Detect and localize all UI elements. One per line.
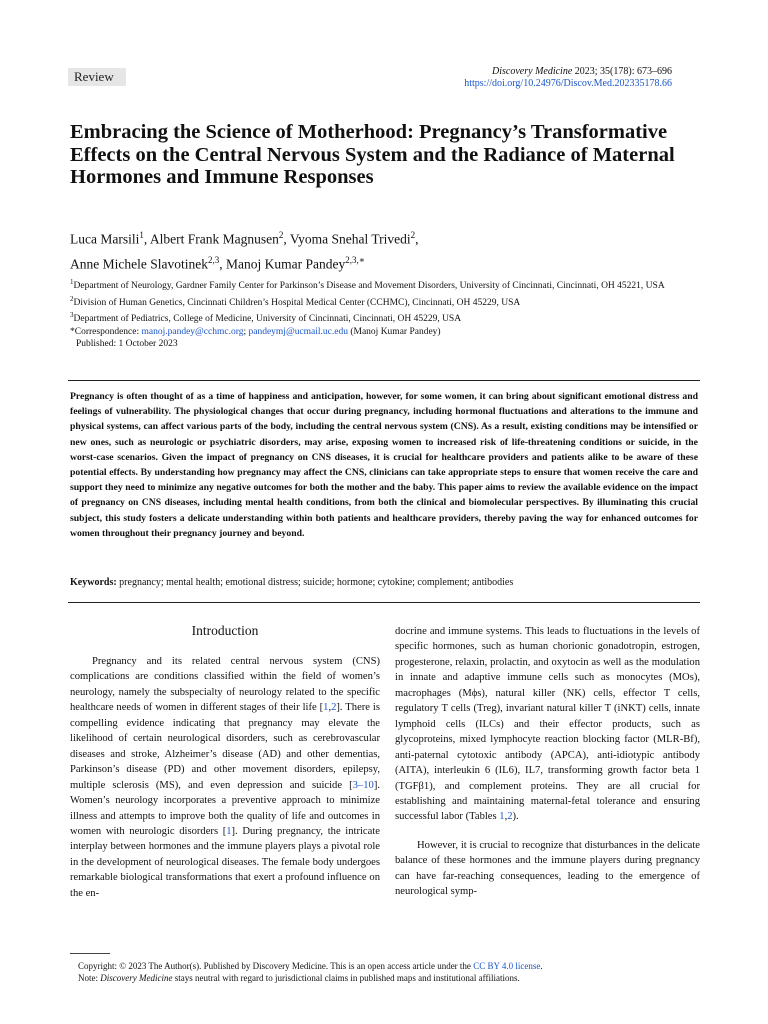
divider-bottom bbox=[68, 602, 700, 603]
journal-info bbox=[464, 66, 672, 90]
citation-link[interactable]: 1 bbox=[323, 702, 329, 714]
correspondence-name: (Manoj Kumar Pandey) bbox=[347, 326, 441, 337]
keywords bbox=[70, 576, 698, 589]
published-date: Published: 1 October 2023 bbox=[76, 339, 178, 350]
text-run: However, it is crucial to recognize that disturbances in the delicate balance of these hormones and the immune players during pregnancy can have far-reaching consequences, leading to the emergence of neurological symp- bbox=[395, 839, 700, 898]
table-link[interactable]: 2 bbox=[507, 811, 513, 823]
author-separator: , bbox=[415, 231, 419, 247]
right-column-paragraph bbox=[395, 624, 700, 825]
journal-name: Discovery Medicine bbox=[492, 66, 573, 77]
keywords-text: pregnancy; mental health; emotional distress; suicide; hormone; cytokine; complement; antibodies bbox=[116, 577, 514, 588]
copyright-line bbox=[78, 960, 698, 972]
author-separator: , bbox=[283, 231, 290, 247]
email-link-1[interactable]: manoj.pandey@cchmc.org bbox=[141, 326, 244, 337]
author-affil-sup: 2,3,∗ bbox=[345, 254, 365, 265]
text-run: Note: bbox=[78, 973, 101, 983]
left-column-text bbox=[70, 654, 380, 901]
affiliation-text: Department of Neurology, Gardner Family Center for Parkinson’s Disease and Movement Disorders, University of Cincinnati, Cincinnati, OH 45221, USA bbox=[73, 281, 665, 292]
footer-rule bbox=[70, 953, 110, 954]
abstract: Pregnancy is often thought of as a time of happiness and anticipation, however, for some women, it can bring about significant emotional distress and feelings of vulnerability. The physiological changes that occur during pregnancy, including hormonal fluctuations and alterations to the immune and physical systems, can affect various parts of the body, including the central nervous system (CNS). As a result, existing conditions may be intensified or new ones, such as neurologic or psychiatric disorders, may arise, exposing women to increased risk of life-threatening conditions or suicide, in the worst-case scenarios. Given the impact of pregnancy on CNS diseases, it is crucial for healthcare providers and patients alike to be aware of these potential effects. By understanding how pregnancy may affect the CNS, clinicians can take appropriate steps to ensure that women receive the care and support they need to minimize any negative outcomes for both the mother and the baby. This paper aims to review the available evidence on the impact of pregnancy on CNS diseases, including mental health conditions, from both the clinical and biomolecular perspectives. By illuminating this crucial subject, this study fosters a delicate understanding within both patients and healthcare providers, thereby paving the way for enhanced outcomes for women throughout their pregnancy journey and beyond. bbox=[70, 391, 698, 539]
text-run: . bbox=[540, 961, 543, 971]
license-link[interactable]: CC BY 4.0 license bbox=[473, 961, 541, 971]
text-run: Copyright: © 2023 The Author(s). Published by Discovery Medicine. This is an open access article under the bbox=[78, 961, 474, 971]
doi-link[interactable]: https://doi.org/10.24976/Discov.Med.202335178.66 bbox=[464, 78, 672, 89]
affiliation-text: Division of Human Genetics, Cincinnati Children’s Hospital Medical Center (CCHMC), Cincinnati, OH 45229, USA bbox=[73, 297, 521, 308]
citation-link[interactable]: 3–10 bbox=[352, 779, 374, 791]
note-line bbox=[78, 972, 698, 984]
email-separator: ; bbox=[243, 326, 249, 337]
text-run: , bbox=[328, 702, 332, 714]
affiliation-text: Department of Pediatrics, College of Medicine, University of Cincinnati, Cincinnati, OH 45229, USA bbox=[73, 314, 462, 325]
affiliations bbox=[70, 276, 700, 351]
text-run: docrine and immune systems. This leads to fluctuations in the levels of specific hormones, such as human chorionic gonadotropin, estrogen, progesterone, relaxin, prolactin, and oxytocin as well as the modulation in innate and adaptive immune cells such as monocytes (MOs), macrophages (Mϕs), natural killer (NK) cells, effector T cells, regulatory T cells (Treg), invariant natural killer T (iNKT) cells, innate lymphoid cells (ILCs) and their effector products, such as glycoproteins, mixed lymphocyte reaction blocking factor (MLR-Bf), anti-paternal cytotoxic antibody (APCA), anti-idiotypic antibody (AITA), interleukin 6 (IL6), IL7, transforming growth factor beta 1 (TGFβ1), and complement proteins. They are all crucial for establishing and maintaining maternal-fetal tolerance and ensuring successful labor (Tables bbox=[395, 626, 700, 823]
journal-volume: 2023; 35(178): 673–696 bbox=[572, 66, 672, 77]
text-run: ]. There is compelling evidence indicating that pregnancy may elevate the likelihood of certain neurological disorders, such as cerebrovascular diseases and stroke, Alzheimer’s disease (AD) and other dementias, Parkinson’s disease (PD) and other movement disorders, epilepsy, multiple sclerosis (MS), and even depression and suicide [ bbox=[70, 702, 380, 791]
text-run: , bbox=[504, 811, 508, 823]
author-name: Anne Michele Slavotinek bbox=[70, 256, 208, 271]
text-run: Discovery Medicine bbox=[100, 973, 173, 983]
affiliation-item bbox=[70, 293, 700, 310]
author-affil-sup: 2 bbox=[410, 230, 416, 240]
text-run: ). bbox=[512, 811, 519, 823]
text-run: ]. During pregnancy, the intricate interplay between hormones and the immune players plays a pivotal role in the development of neurological diseases. The female body undergoes remarkable biological transformations that exert a profound influence on the en- bbox=[70, 825, 380, 899]
author-list bbox=[70, 225, 690, 274]
divider-top bbox=[68, 380, 700, 381]
keywords-label: Keywords: bbox=[70, 577, 117, 588]
right-column-paragraph bbox=[395, 838, 700, 900]
author-name: Albert Frank Magnusen bbox=[149, 231, 279, 247]
affiliation-item bbox=[70, 276, 700, 293]
author-affil-sup: 1 bbox=[139, 230, 144, 240]
correspondence bbox=[70, 326, 700, 339]
author-separator: , bbox=[143, 231, 150, 247]
affiliation-item bbox=[70, 309, 700, 326]
correspondence-label: *Correspondence: bbox=[70, 326, 142, 337]
citation-link[interactable]: 1 bbox=[226, 825, 232, 837]
affiliation-number: 2 bbox=[70, 294, 74, 303]
text-run: ]. Women’s neurology incorporates a preventive approach to minimize illness and attempts to improve both the quality of life and outcomes in women with neurologic disorders [ bbox=[70, 779, 380, 837]
affiliation-number: 1 bbox=[70, 278, 74, 286]
right-column bbox=[395, 624, 700, 900]
author-name: Luca Marsili bbox=[70, 231, 140, 247]
article-title: Embracing the Science of Motherhood: Pregnancy’s Transformative Effects on the Central Nervous System and the Radiance of Maternal Hormones and Immune Responses bbox=[70, 121, 675, 188]
email-link-2[interactable]: pandeymj@ucmail.uc.edu bbox=[248, 326, 348, 337]
affiliation-number: 3 bbox=[70, 311, 74, 320]
author-name: Manoj Kumar Pandey bbox=[225, 256, 346, 271]
text-run: stays neutral with regard to jurisdictional claims in published maps and institutional affiliations. bbox=[172, 973, 520, 983]
footer bbox=[78, 960, 698, 984]
table-link[interactable]: 1 bbox=[499, 811, 505, 823]
author-affil-sup: 2,3 bbox=[207, 254, 220, 265]
author-name: Vyoma Snehal Trivedi bbox=[289, 231, 411, 247]
article-type-tag: Review bbox=[68, 68, 126, 86]
text-run: Pregnancy and its related central nervous system (CNS) complications are conditions classified within the field of women’s neurology, namely the subspecialty of neurology related to the specific healthcare needs of women in different stages of their life [ bbox=[70, 656, 380, 714]
author-affil-sup: 2 bbox=[278, 230, 284, 240]
section-heading-introduction: Introduction bbox=[191, 623, 259, 638]
citation-link[interactable]: 2 bbox=[331, 702, 337, 714]
author-separator: , bbox=[219, 256, 226, 271]
